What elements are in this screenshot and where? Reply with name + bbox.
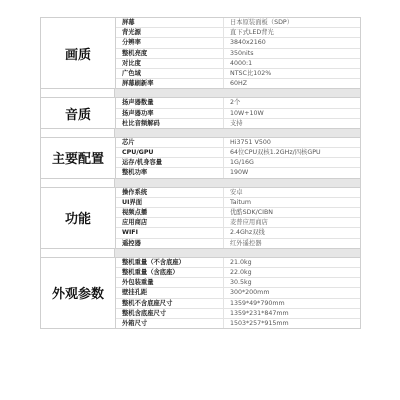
spec-value: 直下式LED背光 xyxy=(230,29,274,37)
spec-value: 22.0kg xyxy=(230,268,252,276)
spec-key: 遥控器 xyxy=(116,239,224,248)
spec-row xyxy=(116,228,360,238)
section-rows xyxy=(116,98,360,128)
spec-row xyxy=(116,28,360,38)
spec-value: 60HZ xyxy=(230,80,248,88)
spec-key: 壁挂孔距 xyxy=(116,288,224,297)
spec-key: 屏幕刷新率 xyxy=(116,79,224,88)
spec-table xyxy=(40,17,361,329)
spec-value: 300*200mm xyxy=(230,289,270,297)
spec-key: 背光源 xyxy=(116,28,224,37)
spec-key: 外包装重量 xyxy=(116,278,224,287)
spec-value: 190W xyxy=(230,169,249,177)
spec-key: 整机不含底座尺寸 xyxy=(116,299,224,308)
spec-key: 分辨率 xyxy=(116,38,224,47)
spec-row xyxy=(116,218,360,228)
spec-row xyxy=(116,79,360,88)
spec-row xyxy=(116,208,360,218)
section-features xyxy=(40,187,361,249)
spec-row xyxy=(116,69,360,79)
divider-cell xyxy=(41,179,115,187)
section-divider xyxy=(40,129,361,137)
spec-row xyxy=(116,119,360,128)
spec-key: 整机功率 xyxy=(116,168,224,177)
spec-value: 支持 xyxy=(230,119,243,127)
spec-key: 杜比音频解码 xyxy=(116,119,224,128)
spec-row xyxy=(116,49,360,59)
spec-row xyxy=(116,188,360,198)
spec-row xyxy=(116,158,360,168)
spec-value: 2.4Ghz双线 xyxy=(230,229,265,237)
section-main-config xyxy=(40,137,361,179)
section-title: 外观参数 xyxy=(41,258,116,328)
spec-value: 10W+10W xyxy=(230,109,264,117)
spec-key: 屏幕 xyxy=(116,18,224,27)
spec-value: 红外遥控器 xyxy=(230,239,262,247)
section-divider xyxy=(40,89,361,97)
spec-key: 整机重量（含底座） xyxy=(116,268,224,277)
divider-cell xyxy=(41,249,115,257)
spec-row xyxy=(116,239,360,248)
spec-key: 视频点播 xyxy=(116,208,224,217)
section-appearance xyxy=(40,257,361,329)
spec-key: 整机亮度 xyxy=(116,49,224,58)
section-picture-quality xyxy=(40,17,361,89)
spec-value: NTSC比102% xyxy=(230,69,272,77)
divider-cell xyxy=(41,129,115,137)
spec-row xyxy=(116,198,360,208)
spec-value: 2个 xyxy=(230,99,241,107)
divider-cell xyxy=(41,89,115,97)
spec-key: 外箱尺寸 xyxy=(116,319,224,328)
spec-key: 扬声器数量 xyxy=(116,98,224,107)
section-rows xyxy=(116,18,360,88)
spec-value: 优酷SDK/CIBN xyxy=(230,209,273,216)
spec-key: UI界面 xyxy=(116,198,224,207)
spec-value: 3840x2160 xyxy=(230,39,266,47)
spec-value: 350nits xyxy=(230,49,254,57)
spec-row xyxy=(116,138,360,148)
section-sound-quality xyxy=(40,97,361,129)
section-title: 画质 xyxy=(41,18,116,88)
spec-key: 扬声器功率 xyxy=(116,109,224,118)
section-rows xyxy=(116,138,360,178)
section-rows xyxy=(116,258,360,328)
spec-key: 应用商店 xyxy=(116,218,224,227)
section-title: 主要配置 xyxy=(41,138,116,178)
spec-key: WIFI xyxy=(116,228,224,237)
spec-row xyxy=(116,309,360,319)
spec-row xyxy=(116,299,360,309)
spec-value: 安卓 xyxy=(230,188,243,196)
spec-row xyxy=(116,258,360,268)
spec-row xyxy=(116,18,360,28)
spec-value: 1359*49*790mm xyxy=(230,299,285,307)
spec-value: 21.0kg xyxy=(230,258,252,266)
spec-row xyxy=(116,109,360,119)
spec-key: 对比度 xyxy=(116,59,224,68)
spec-key: 芯片 xyxy=(116,138,224,147)
spec-value: 30.5kg xyxy=(230,279,252,287)
spec-value: 麦普应用商店 xyxy=(230,219,268,227)
spec-row xyxy=(116,268,360,278)
spec-row xyxy=(116,319,360,328)
spec-value: Taitum xyxy=(230,198,252,206)
spec-value: 日本原装面板（SDP） xyxy=(230,19,294,26)
spec-key: CPU/GPU xyxy=(116,148,224,157)
spec-value: 1359*231*847mm xyxy=(230,309,289,317)
spec-value: 64位CPU双核1.2GHz/四核GPU xyxy=(230,149,321,157)
spec-key: 运存/机身容量 xyxy=(116,158,224,167)
spec-value: 4000:1 xyxy=(230,59,253,67)
spec-key: 广色域 xyxy=(116,69,224,78)
spec-row xyxy=(116,278,360,288)
spec-row xyxy=(116,148,360,158)
spec-value: 1503*257*915mm xyxy=(230,319,289,327)
spec-key: 整机含底座尺寸 xyxy=(116,309,224,318)
spec-value: Hi3751 V500 xyxy=(230,138,271,146)
section-title: 音质 xyxy=(41,98,116,128)
spec-row xyxy=(116,168,360,177)
section-title: 功能 xyxy=(41,188,116,248)
spec-key: 操作系统 xyxy=(116,188,224,197)
section-divider xyxy=(40,179,361,187)
spec-key: 整机重量（不含底座） xyxy=(116,258,224,267)
spec-row xyxy=(116,38,360,48)
spec-row xyxy=(116,288,360,298)
spec-row xyxy=(116,59,360,69)
spec-row xyxy=(116,98,360,108)
spec-value: 1G/16G xyxy=(230,159,254,167)
section-divider xyxy=(40,249,361,257)
section-rows xyxy=(116,188,360,248)
